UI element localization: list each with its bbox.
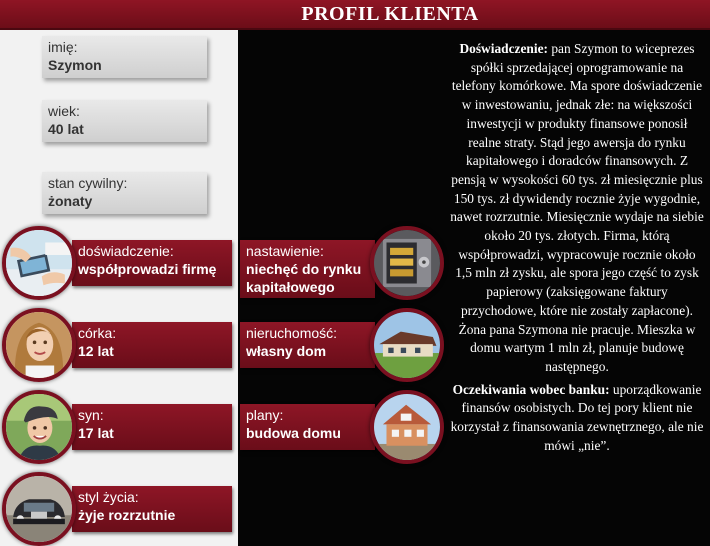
house-under-construction-icon — [370, 390, 444, 464]
bar-experience-label: doświadczenie: — [78, 243, 174, 259]
bar-plans — [240, 404, 375, 450]
card-marital — [42, 172, 207, 214]
expectations-body: uporządkowanie finansów osobistych. Do tej pory klient nie korzystał z finansowania zewnętrznego, ale nie mówi „nie”. — [450, 381, 704, 453]
experience-paragraph — [450, 40, 704, 377]
bar-lifestyle-label: styl życia: — [78, 489, 139, 505]
bar-plans-value: budowa domu — [246, 425, 341, 441]
card-name-value: Szymon — [48, 57, 102, 73]
card-marital-label: stan cywilny: — [48, 175, 128, 191]
bar-daughter-label: córka: — [78, 325, 117, 341]
expectations-heading: Oczekiwania wobec banku: — [452, 381, 610, 397]
bar-son-label: syn: — [78, 407, 104, 423]
card-age — [42, 100, 207, 142]
luxury-car-icon — [2, 472, 76, 546]
card-name — [42, 36, 207, 78]
card-name-label: imię: — [48, 39, 78, 55]
bar-son-value: 17 lat — [78, 425, 114, 441]
bar-lifestyle — [72, 486, 232, 532]
bar-attitude — [240, 240, 375, 298]
bar-experience — [72, 240, 232, 286]
bar-realestate — [240, 322, 375, 368]
boy-portrait-icon — [2, 390, 76, 464]
card-age-value: 40 lat — [48, 121, 84, 137]
safe-with-gold-icon — [370, 226, 444, 300]
bar-daughter-value: 12 lat — [78, 343, 114, 359]
bar-realestate-value: własny dom — [246, 343, 327, 359]
bar-son — [72, 404, 232, 450]
bar-daughter — [72, 322, 232, 368]
card-marital-value: żonaty — [48, 193, 93, 209]
expectations-paragraph — [450, 381, 704, 456]
office-handshake-icon — [2, 226, 76, 300]
bar-lifestyle-value: żyje rozrzutnie — [78, 507, 176, 523]
bar-attitude-label: nastawienie: — [246, 243, 324, 259]
bar-plans-label: plany: — [246, 407, 284, 423]
house-icon — [370, 308, 444, 382]
girl-portrait-icon — [2, 308, 76, 382]
page-title: PROFIL KLIENTA — [301, 2, 479, 25]
bar-experience-value: współprowadzi firmę — [78, 261, 217, 277]
experience-body: pan Szymon to wiceprezes spółki sprzedającej oprogramowanie na telefony komórkowe. Ma spore doświadczenie w inwestowaniu, jednak złe: na większości inwestycji w produkty finansowe ponosił realne straty. Stąd jego awersja do rynku kapitałowego i doradców finansowych. Z pensją w wysokości 60 tys. zł miesięcznie plus 150 tys. zł dywidendy rocznie żyje wygodnie, nawet rozrzutnie. Miesięcznie wydaje na siebie około 20 tys. złotych. Firma, którą współprowadzi, wypracowuje rocznie około 1,5 mln zł zysku, ale spora jego część to zysk papierowy (zaksięgowane faktury przychodowe, które nie zostały zapłacone). Żona pana Szymona nie pracuje. Mieszka w domu wartym 1 mln zł, planuje budowę następnego. — [450, 41, 704, 374]
description-text — [450, 40, 704, 455]
header-bar — [0, 0, 710, 30]
bar-realestate-label: nieruchomość: — [246, 325, 338, 341]
card-age-label: wiek: — [48, 103, 80, 119]
bar-attitude-value-2: kapitałowego — [246, 279, 335, 295]
experience-heading: Doświadczenie: — [459, 41, 548, 56]
bar-attitude-value-1: niechęć do rynku — [246, 261, 362, 277]
